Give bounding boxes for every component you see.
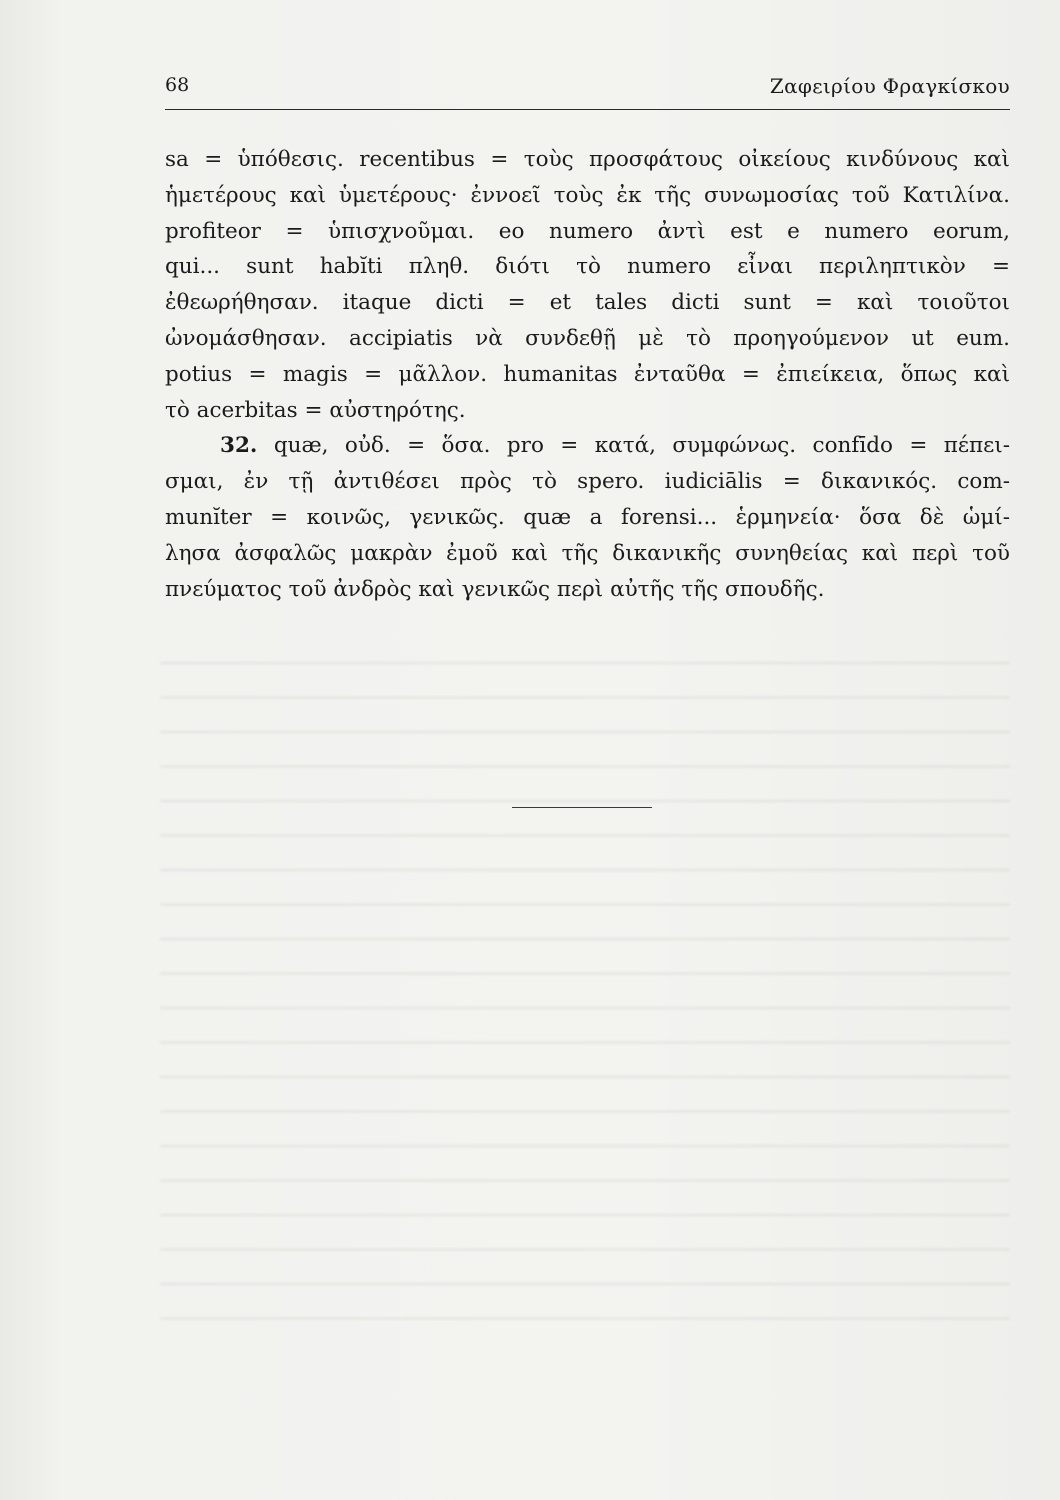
header-rule	[165, 109, 1010, 110]
running-head: Ζαφειρίου Φραγκίσκου	[769, 74, 1010, 98]
section-number: 32.	[220, 433, 258, 459]
page-header	[165, 74, 1010, 104]
show-through-texture	[160, 640, 1010, 1340]
text-line: munĭter = κοινῶς, γενικῶς. quæ a forensi... ἑρμηνεία· ὅσα δὲ ὡμί-	[165, 504, 1010, 530]
page-number: 68	[165, 74, 190, 96]
text-line: ὠνομάσθησαν. accipiatis νὰ συνδεθῇ μὲ τὸ προηγούμενον ut eum.	[165, 325, 1010, 351]
text-line: ἡμετέρους καὶ ὑμετέρους· ἐννοεῖ τοὺς ἐκ τῆς συνωμοσίας τοῦ Κατιλίνα.	[165, 182, 1010, 208]
text-line: τὸ acerbitas = αὐστηρότης.	[165, 397, 466, 423]
section-end-rule	[512, 807, 652, 808]
text-line: ἐθεωρήθησαν. itaque dicti = et tales dicti sunt = καὶ τοιοῦτοι	[165, 290, 1010, 316]
text-line: profiteor = ὑπισχνοῦμαι. eo numero ἀντὶ est e numero eorum,	[165, 218, 1010, 244]
text-line-rest: quæ, οὐδ. = ὅσα. pro = κατά, συμφώνως. confīdo = πέπει-	[273, 433, 1010, 459]
body-text	[165, 142, 1010, 607]
text-line: potius = magis = μᾶλλον. humanitas ἐνταῦθα = ἐπιείκεια, ὅπως καὶ	[165, 361, 1010, 387]
text-line: σμαι, ἐν τῇ ἀντιθέσει πρὸς τὸ spero. iudiciālis = δικανικός. com-	[165, 469, 1010, 495]
text-line: λησα ἀσφαλῶς μακρὰν ἐμοῦ καὶ τῆς δικανικῆς συνηθείας καὶ περὶ τοῦ	[165, 540, 1010, 566]
paragraph-2	[165, 428, 1010, 607]
text-line: qui... sunt habĭti πληθ. διότι τὸ numero εἶναι περιληπτικὸν =	[165, 254, 1010, 280]
text-line: πνεύματος τοῦ ἀνδρὸς καὶ γενικῶς περὶ αὐτῆς τῆς σπουδῆς.	[165, 576, 825, 602]
text-line: sa = ὑπόθεσις. recentibus = τοὺς προσφάτους οἰκείους κινδύνους καὶ	[165, 147, 1010, 172]
paragraph-1	[165, 142, 1010, 428]
text-line-first	[165, 428, 1010, 464]
